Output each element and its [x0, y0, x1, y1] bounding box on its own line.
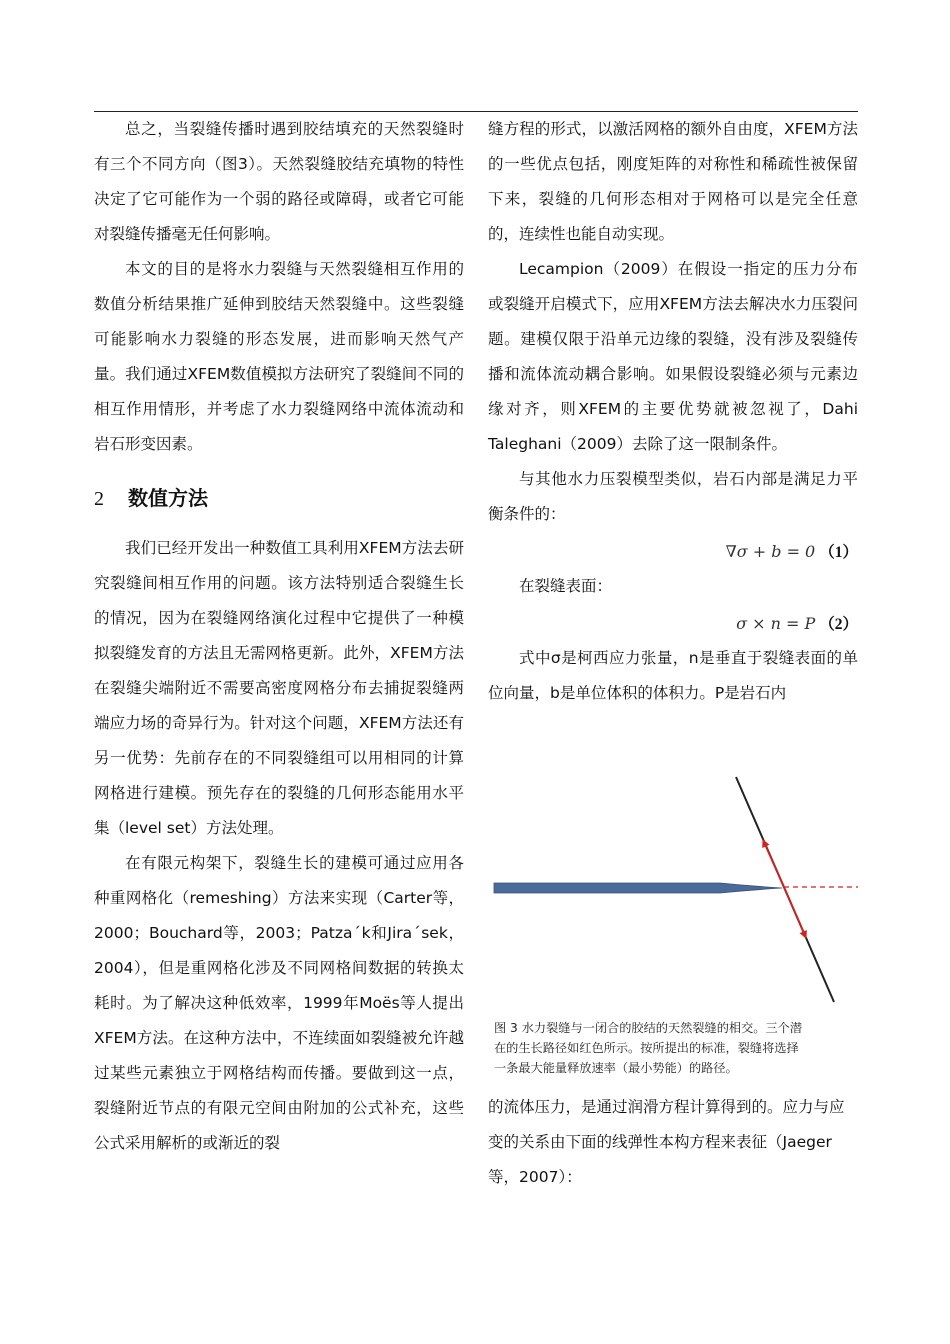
- paragraph: 本文的目的是将水力裂缝与天然裂缝相互作用的数值分析结果推广延伸到胶结天然裂缝中。这些裂缝可能影响水力裂缝的形态发展，进而影响天然气产量。我们通过XFEM数值模拟方法研究了裂缝间不同的相互作用情形，并考虑了水力裂缝网络中流体流动和岩石形变因素。: [94, 260, 464, 453]
- paragraph: 总之，当裂缝传播时遇到胶结填充的天然裂缝时有三个不同方向（图3）。天然裂缝胶结充填物的特性决定了它可能作为一个弱的路径或障碍，或者它可能对裂缝传播毫无任何影响。: [94, 120, 464, 243]
- right-column-continued: [488, 1090, 858, 1195]
- equation-2: [488, 606, 858, 641]
- equation-2-math: σ × n = P: [736, 614, 816, 633]
- fracture-intersection-diagram: [488, 770, 858, 1010]
- paragraph: 我们已经开发出一种数值工具利用XFEM方法去研究裂缝间相互作用的问题。该方法特别适合裂缝生长的情况，因为在裂缝网络演化过程中它提供了一种模拟裂缝发育的方法且无需网格更新。此外，XFEM方法在裂缝尖端附近不需要高密度网格分布去捕捉裂缝两端应力场的奇异行为。针对这个问题，XFEM方法还有另一优势：先前存在的不同裂缝组可以用相同的计算网格进行建模。预先存在的裂缝的几何形态能用水平集（level set）方法处理。: [94, 539, 464, 837]
- caption-line: 一条最大能量释放速率（最小势能）的路径。: [494, 1061, 738, 1075]
- growth-path-up: [763, 840, 784, 887]
- equation-1-math: ∇σ + b = 0: [725, 542, 816, 561]
- paragraph: Lecampion（2009）在假设一指定的压力分布或裂缝开启模式下，应用XFEM方法去解决水力压裂问题。建模仅限于沿单元边缘的裂缝，没有涉及裂缝传播和流体流动耦合影响。如果假设裂缝必须与元素边缘对齐，则XFEM的主要优势就被忽视了，Dahi Taleghani（2009）去除了这一限制条件。: [488, 260, 858, 453]
- equation-2-number: （2）: [819, 616, 858, 633]
- section-number: 2: [94, 488, 104, 510]
- caption-line: 图 3 水力裂缝与一闭合的胶结的天然裂缝的相交。三个潜: [494, 1021, 803, 1035]
- paragraph: 缝方程的形式，以激活网格的额外自由度，XFEM方法的一些优点包括，刚度矩阵的对称性和稀疏性被保留下来，裂缝的几何形态相对于网格可以是完全任意的，连续性也能自动实现。: [488, 120, 858, 243]
- caption-line: 在的生长路径如红色所示。按所提出的标准，裂缝将选择: [494, 1041, 799, 1055]
- paragraph: 在有限元构架下，裂缝生长的建模可通过应用各种重网格化（remeshing）方法来实现（Carter等，2000；Bouchard等，2003；Patzaˊk和Jiraˊsek，2004），但是重网格化涉及不同网格间数据的转换太耗时。为了解决这种低效率，1999年Moës等人提出XFEM方法。在这种方法中，不连续面如裂缝被允许越过某些元素独立于网格结构而传播。要做到这一点，裂缝附近节点的有限元空间由附加的公式补充，这些公式采用解析的或渐近的裂: [94, 854, 464, 1152]
- paragraph: 与其他水力压裂模型类似，岩石内部是满足力平衡条件的：: [488, 470, 858, 523]
- paragraph: 式中σ是柯西应力张量，n是垂直于裂缝表面的单位向量，b是单位体积的体积力。P是岩石内: [488, 649, 858, 702]
- equation-1-number: （1）: [819, 544, 858, 561]
- figure-3: [488, 770, 858, 1010]
- section-heading: [94, 476, 464, 521]
- growth-path-down: [784, 887, 806, 938]
- hydraulic-fracture: [494, 883, 782, 893]
- paragraph: 在裂缝表面：: [519, 577, 613, 595]
- figure-caption: [494, 1018, 856, 1078]
- paragraph: 的流体压力，是通过润滑方程计算得到的。应力与应变的关系由下面的线弹性本构方程来表征（Jaeger等，2007）：: [488, 1098, 845, 1186]
- equation-1: [488, 534, 858, 569]
- section-title: 数值方法: [128, 486, 208, 510]
- left-column: [94, 112, 464, 1161]
- right-column: [488, 112, 858, 711]
